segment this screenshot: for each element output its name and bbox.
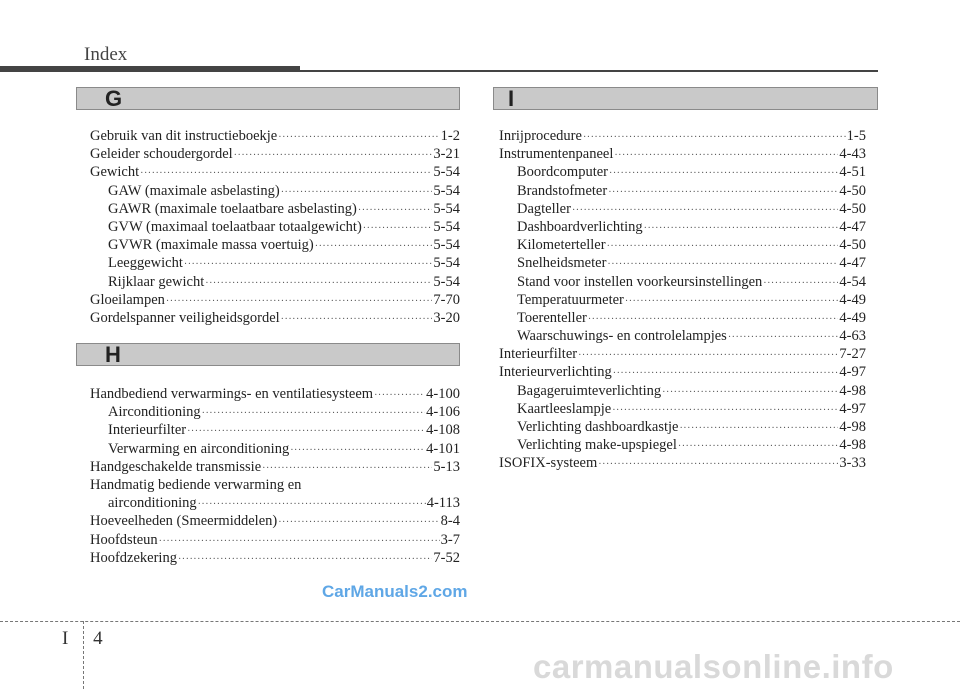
section-g-letter: G [105, 86, 123, 111]
index-entry: Geleider schoudergordel ····· 3-21 [90, 145, 460, 163]
index-subentry: Stand voor instellen voorkeursinstellingen ····· 4-54 [499, 273, 866, 291]
index-entry: Interieurverlichting ····· 4-97 [499, 363, 866, 381]
watermark-carmanualsonline: carmanualsonline.info [533, 648, 894, 685]
index-subentry: Verlichting make-upspiegel ····· 4-98 [499, 436, 866, 454]
footer-rule [0, 621, 960, 622]
header-rule-thick [0, 66, 300, 72]
index-subentry: Rijklaar gewicht ····· 5-54 [90, 273, 460, 291]
index-subentry: Interieurfilter ····· 4-108 [90, 421, 460, 439]
index-subentry: Temperatuurmeter ····· 4-49 [499, 291, 866, 309]
index-subentry: Dashboardverlichting ····· 4-47 [499, 218, 866, 236]
index-entry: Gordelspanner veiligheidsgordel ····· 3-20 [90, 309, 460, 327]
watermark-link-carmanuals2[interactable]: CarManuals2.com [322, 582, 468, 601]
section-h-bar [76, 343, 460, 366]
index-entry: Hoofdzekering ····· 7-52 [90, 549, 460, 567]
index-subentry: Kaartleeslampje ····· 4-97 [499, 400, 866, 418]
index-entry: Handmatig bediende verwarming en [90, 476, 302, 493]
index-subentry: Dagteller ····· 4-50 [499, 200, 866, 218]
index-entry: Handgeschakelde transmissie ····· 5-13 [90, 458, 460, 476]
index-entry: Gewicht ····· 5-54 [90, 163, 460, 181]
index-entry: Interieurfilter ····· 7-27 [499, 345, 866, 363]
index-entry: Hoofdsteun ····· 3-7 [90, 531, 460, 549]
index-subentry: Airconditioning ····· 4-106 [90, 403, 460, 421]
index-subentry: Kilometerteller ····· 4-50 [499, 236, 866, 254]
index-entry: Hoeveelheden (Smeermiddelen) ····· 8-4 [90, 512, 460, 530]
index-entry: Handbediend verwarmings- en ventilatiesysteem ····· 4-100 [90, 385, 460, 403]
index-subentry: Boordcomputer ····· 4-51 [499, 163, 866, 181]
index-entry: Gloeilampen ····· 7-70 [90, 291, 460, 309]
index-subentry: Snelheidsmeter ····· 4-47 [499, 254, 866, 272]
index-entry: Gebruik van dit instructieboekje ····· 1-2 [90, 127, 460, 145]
index-subentry: GVWR (maximale massa voertuig) ····· 5-54 [90, 236, 460, 254]
index-subentry: Toerenteller ····· 4-49 [499, 309, 866, 327]
section-g-bar [76, 87, 460, 110]
index-subentry: Bagageruimteverlichting ····· 4-98 [499, 382, 866, 400]
header-title: Index [84, 44, 128, 65]
index-entry: ISOFIX-systeem ····· 3-33 [499, 454, 866, 472]
page-number: I 4 [62, 628, 113, 649]
index-subentry: Leeggewicht ····· 5-54 [90, 254, 460, 272]
index-subentry: airconditioning ····· 4-113 [90, 494, 460, 512]
header-rule-thin [300, 70, 878, 72]
index-entry: Instrumentenpaneel ····· 4-43 [499, 145, 866, 163]
section-h-entries [90, 385, 460, 567]
index-subentry: Verwarming en airconditioning ····· 4-101 [90, 440, 460, 458]
section-g-entries [90, 127, 460, 327]
section-i-letter: I [508, 86, 515, 111]
index-subentry: Brandstofmeter ····· 4-50 [499, 182, 866, 200]
index-subentry: GAW (maximale asbelasting) ····· 5-54 [90, 182, 460, 200]
index-entry: Inrijprocedure ····· 1-5 [499, 127, 866, 145]
index-subentry: GAWR (maximale toelaatbare asbelasting) ····· 5-54 [90, 200, 460, 218]
section-i-bar [493, 87, 878, 110]
index-subentry: GVW (maximaal toelaatbaar totaalgewicht) ····· 5-54 [90, 218, 460, 236]
index-subentry: Verlichting dashboardkastje ····· 4-98 [499, 418, 866, 436]
section-h-letter: H [105, 342, 121, 367]
section-i-entries [499, 127, 866, 473]
index-subentry: Waarschuwings- en controlelampjes ····· 4-63 [499, 327, 866, 345]
